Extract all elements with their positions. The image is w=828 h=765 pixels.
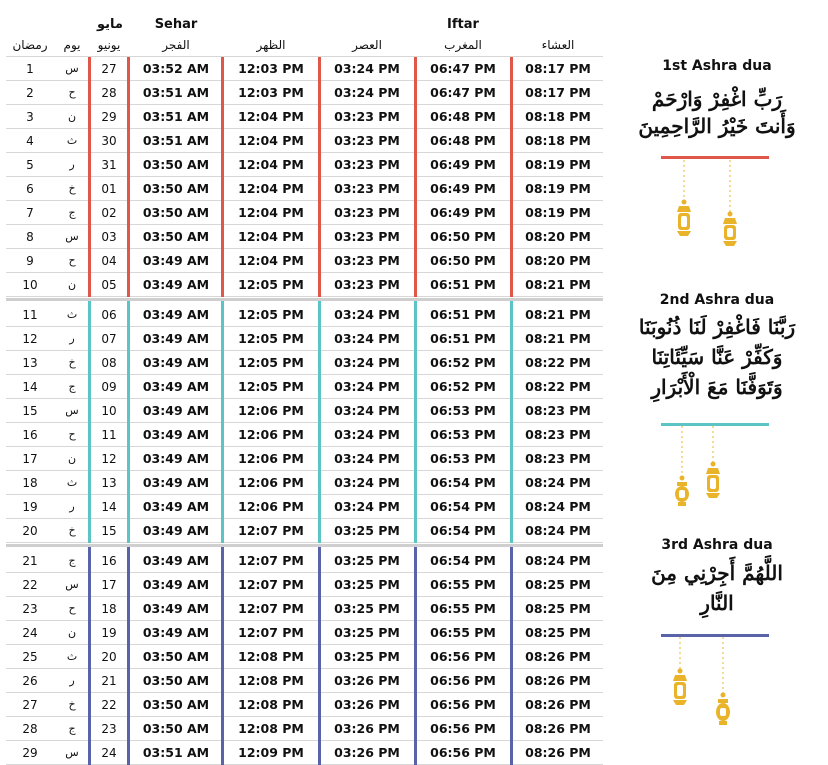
cell-day: خ: [68, 698, 76, 711]
cell-ramadan: 2: [26, 86, 34, 100]
cell-zuhr: 12:05 PM: [238, 355, 304, 370]
cell-day: ج: [68, 554, 76, 567]
cell-maghrib: 06:54 PM: [430, 553, 496, 568]
cell-date: 29: [101, 110, 117, 124]
header-sehar: Sehar: [154, 17, 198, 32]
group-separator: [6, 298, 603, 301]
cell-maghrib: 06:50 PM: [430, 229, 496, 244]
cell-zuhr: 12:08 PM: [238, 673, 304, 688]
cell-asr: 03:24 PM: [334, 355, 400, 370]
cell-day: خ: [68, 524, 76, 537]
ashra1-dua-line2: وَأَنتَ خَيْرُ الرَّاحِمِينَ: [638, 114, 796, 138]
cell-day: س: [65, 62, 79, 75]
cell-date: 28: [101, 86, 117, 100]
cell-isha: 08:17 PM: [525, 61, 591, 76]
cell-asr: 03:25 PM: [334, 577, 400, 592]
header-may: مایو: [97, 17, 123, 32]
cell-ramadan: 19: [22, 500, 38, 514]
ashra2-dua-line1: رَبَّنَا فَاغْفِرْ لَنَا ذُنُوبَنَا: [638, 315, 796, 339]
cell-day: س: [65, 404, 79, 417]
cell-fajr: 03:50 AM: [142, 649, 210, 664]
cell-isha: 08:20 PM: [525, 229, 591, 244]
cell-zuhr: 12:07 PM: [238, 577, 304, 592]
cell-ramadan: 17: [22, 452, 38, 466]
cell-zuhr: 12:07 PM: [238, 601, 304, 616]
cell-date: 27: [101, 62, 117, 76]
cell-zuhr: 12:06 PM: [238, 451, 304, 466]
column-divider: [127, 57, 130, 297]
cell-day: ح: [68, 602, 76, 615]
cell-isha: 08:18 PM: [525, 109, 591, 124]
cell-day: ر: [69, 158, 75, 171]
group-separator: [6, 544, 603, 547]
cell-isha: 08:26 PM: [525, 673, 591, 688]
cell-fajr: 03:52 AM: [142, 61, 210, 76]
cell-maghrib: 06:55 PM: [430, 577, 496, 592]
cell-date: 09: [101, 380, 117, 394]
header-spacer: [318, 14, 321, 57]
cell-isha: 08:24 PM: [525, 475, 591, 490]
column-divider: [88, 547, 91, 765]
cell-date: 30: [101, 134, 117, 148]
cell-date: 06: [101, 308, 117, 322]
cell-day: ج: [68, 380, 76, 393]
cell-day: خ: [68, 356, 76, 369]
cell-isha: 08:21 PM: [525, 307, 591, 322]
cell-maghrib: 06:51 PM: [430, 307, 496, 322]
cell-zuhr: 12:04 PM: [238, 133, 304, 148]
cell-fajr: 03:49 AM: [142, 553, 210, 568]
cell-maghrib: 06:55 PM: [430, 625, 496, 640]
cell-maghrib: 06:49 PM: [430, 205, 496, 220]
cell-date: 03: [101, 230, 117, 244]
cell-asr: 03:24 PM: [334, 379, 400, 394]
cell-ramadan: 26: [22, 674, 38, 688]
cell-fajr: 03:51 AM: [142, 85, 210, 100]
ashra2-title: 2nd Ashra dua: [659, 292, 775, 308]
cell-isha: 08:21 PM: [525, 277, 591, 292]
cell-fajr: 03:49 AM: [142, 451, 210, 466]
cell-fajr: 03:50 AM: [142, 205, 210, 220]
cell-date: 14: [101, 500, 117, 514]
cell-date: 21: [101, 674, 117, 688]
cell-asr: 03:23 PM: [334, 157, 400, 172]
ashra3-dua-line1: اللَّهُمَّ أَجِرْنِي مِنَ: [651, 561, 783, 585]
lantern-icon: [703, 426, 723, 504]
ashra-panel: [606, 0, 828, 764]
cell-fajr: 03:49 AM: [142, 277, 210, 292]
header-rule: [6, 56, 603, 57]
cell-date: 12: [101, 452, 117, 466]
cell-date: 04: [101, 254, 117, 268]
cell-asr: 03:24 PM: [334, 427, 400, 442]
cell-day: س: [65, 746, 79, 759]
cell-asr: 03:26 PM: [334, 745, 400, 760]
cell-date: 24: [101, 746, 117, 760]
cell-fajr: 03:50 AM: [142, 721, 210, 736]
cell-asr: 03:25 PM: [334, 523, 400, 538]
cell-fajr: 03:50 AM: [142, 229, 210, 244]
header-day: یوم: [63, 38, 81, 52]
cell-isha: 08:23 PM: [525, 451, 591, 466]
cell-fajr: 03:50 AM: [142, 157, 210, 172]
header-spacer: [127, 14, 130, 57]
cell-day: ر: [69, 332, 75, 345]
cell-date: 05: [101, 278, 117, 292]
cell-fajr: 03:50 AM: [142, 673, 210, 688]
cell-date: 11: [101, 428, 117, 442]
cell-maghrib: 06:53 PM: [430, 427, 496, 442]
cell-date: 23: [101, 722, 117, 736]
cell-asr: 03:24 PM: [334, 499, 400, 514]
cell-ramadan: 11: [22, 308, 38, 322]
cell-fajr: 03:50 AM: [142, 697, 210, 712]
cell-zuhr: 12:06 PM: [238, 475, 304, 490]
cell-day: ج: [68, 206, 76, 219]
cell-date: 17: [101, 578, 117, 592]
cell-ramadan: 22: [22, 578, 38, 592]
cell-isha: 08:19 PM: [525, 205, 591, 220]
cell-day: ح: [68, 254, 76, 267]
header-iftar: Iftar: [447, 17, 479, 32]
cell-isha: 08:26 PM: [525, 745, 591, 760]
cell-date: 15: [101, 524, 117, 538]
cell-isha: 08:19 PM: [525, 157, 591, 172]
header-ramadan: رمضان: [12, 38, 48, 52]
cell-zuhr: 12:05 PM: [238, 277, 304, 292]
cell-day: ح: [68, 428, 76, 441]
cell-maghrib: 06:48 PM: [430, 133, 496, 148]
cell-zuhr: 12:06 PM: [238, 427, 304, 442]
cell-maghrib: 06:47 PM: [430, 85, 496, 100]
column-divider: [318, 301, 321, 543]
cell-day: ن: [67, 278, 77, 291]
cell-ramadan: 3: [26, 110, 34, 124]
cell-fajr: 03:49 AM: [142, 253, 210, 268]
cell-fajr: 03:49 AM: [142, 601, 210, 616]
cell-asr: 03:23 PM: [334, 133, 400, 148]
lantern-icon: [720, 160, 740, 248]
cell-isha: 08:24 PM: [525, 499, 591, 514]
cell-day: ث: [66, 650, 78, 663]
cell-day: ج: [68, 722, 76, 735]
ashra3-dua-line2: النَّارِ: [700, 591, 734, 615]
cell-isha: 08:19 PM: [525, 181, 591, 196]
cell-isha: 08:26 PM: [525, 697, 591, 712]
header-spacer: [221, 14, 224, 57]
cell-fajr: 03:51 AM: [142, 133, 210, 148]
cell-date: 31: [101, 158, 117, 172]
header-spacer: [414, 14, 417, 57]
cell-isha: 08:23 PM: [525, 403, 591, 418]
cell-day: ن: [67, 626, 77, 639]
cell-asr: 03:24 PM: [334, 307, 400, 322]
cell-fajr: 03:51 AM: [142, 745, 210, 760]
cell-isha: 08:21 PM: [525, 331, 591, 346]
cell-maghrib: 06:56 PM: [430, 697, 496, 712]
column-divider: [318, 57, 321, 297]
cell-ramadan: 5: [26, 158, 34, 172]
cell-fajr: 03:49 AM: [142, 427, 210, 442]
cell-asr: 03:23 PM: [334, 277, 400, 292]
cell-asr: 03:26 PM: [334, 697, 400, 712]
cell-ramadan: 7: [26, 206, 34, 220]
cell-date: 20: [101, 650, 117, 664]
cell-day: ر: [69, 500, 75, 513]
cell-asr: 03:24 PM: [334, 85, 400, 100]
cell-maghrib: 06:54 PM: [430, 475, 496, 490]
column-divider: [88, 57, 91, 297]
cell-ramadan: 13: [22, 356, 38, 370]
header-spacer: [510, 14, 513, 57]
cell-asr: 03:26 PM: [334, 721, 400, 736]
cell-maghrib: 06:51 PM: [430, 277, 496, 292]
cell-date: 08: [101, 356, 117, 370]
cell-isha: 08:25 PM: [525, 601, 591, 616]
cell-isha: 08:26 PM: [525, 649, 591, 664]
cell-ramadan: 1: [26, 62, 34, 76]
cell-zuhr: 12:08 PM: [238, 649, 304, 664]
cell-day: ث: [66, 308, 78, 321]
cell-day: ث: [66, 134, 78, 147]
cell-date: 02: [101, 206, 117, 220]
row-rule: [6, 296, 603, 297]
cell-asr: 03:25 PM: [334, 601, 400, 616]
cell-asr: 03:24 PM: [334, 403, 400, 418]
cell-fajr: 03:50 AM: [142, 181, 210, 196]
cell-ramadan: 21: [22, 554, 38, 568]
cell-isha: 08:18 PM: [525, 133, 591, 148]
cell-maghrib: 06:49 PM: [430, 181, 496, 196]
cell-maghrib: 06:48 PM: [430, 109, 496, 124]
cell-date: 07: [101, 332, 117, 346]
cell-day: ر: [69, 674, 75, 687]
column-divider: [318, 547, 321, 765]
cell-fajr: 03:51 AM: [142, 109, 210, 124]
cell-maghrib: 06:53 PM: [430, 451, 496, 466]
cell-maghrib: 06:54 PM: [430, 499, 496, 514]
cell-asr: 03:24 PM: [334, 61, 400, 76]
cell-fajr: 03:49 AM: [142, 577, 210, 592]
cell-fajr: 03:49 AM: [142, 523, 210, 538]
cell-asr: 03:25 PM: [334, 625, 400, 640]
cell-ramadan: 16: [22, 428, 38, 442]
cell-fajr: 03:49 AM: [142, 625, 210, 640]
cell-maghrib: 06:53 PM: [430, 403, 496, 418]
cell-day: خ: [68, 182, 76, 195]
cell-ramadan: 4: [26, 134, 34, 148]
cell-isha: 08:17 PM: [525, 85, 591, 100]
cell-ramadan: 12: [22, 332, 38, 346]
header-spacer: [88, 14, 91, 57]
lantern-icon: [670, 637, 690, 711]
cell-zuhr: 12:05 PM: [238, 331, 304, 346]
cell-day: ث: [66, 476, 78, 489]
column-divider: [414, 57, 417, 297]
cell-fajr: 03:49 AM: [142, 331, 210, 346]
cell-ramadan: 9: [26, 254, 34, 268]
cell-maghrib: 06:56 PM: [430, 649, 496, 664]
cell-maghrib: 06:55 PM: [430, 601, 496, 616]
cell-asr: 03:25 PM: [334, 553, 400, 568]
cell-zuhr: 12:04 PM: [238, 181, 304, 196]
cell-day: ن: [67, 110, 77, 123]
header-maghrib: المغرب: [444, 38, 482, 52]
cell-asr: 03:24 PM: [334, 451, 400, 466]
cell-date: 19: [101, 626, 117, 640]
cell-zuhr: 12:03 PM: [238, 85, 304, 100]
cell-asr: 03:23 PM: [334, 229, 400, 244]
cell-isha: 08:22 PM: [525, 379, 591, 394]
cell-fajr: 03:49 AM: [142, 403, 210, 418]
column-divider: [221, 57, 224, 297]
cell-fajr: 03:49 AM: [142, 379, 210, 394]
cell-isha: 08:24 PM: [525, 553, 591, 568]
header-asr: العصر: [352, 38, 382, 52]
column-divider: [414, 301, 417, 543]
cell-zuhr: 12:04 PM: [238, 229, 304, 244]
header-zuhr: الظهر: [256, 38, 286, 52]
cell-fajr: 03:49 AM: [142, 307, 210, 322]
cell-zuhr: 12:06 PM: [238, 499, 304, 514]
column-divider: [127, 301, 130, 543]
cell-zuhr: 12:04 PM: [238, 205, 304, 220]
cell-zuhr: 12:04 PM: [238, 109, 304, 124]
cell-maghrib: 06:49 PM: [430, 157, 496, 172]
cell-maghrib: 06:51 PM: [430, 331, 496, 346]
column-divider: [414, 547, 417, 765]
cell-date: 01: [101, 182, 117, 196]
ashra1-dua-line1: رَبِّ اغْفِرْ وَارْحَمْ: [651, 87, 783, 111]
lantern-icon: [713, 637, 733, 729]
ashra1-title: 1st Ashra dua: [662, 58, 772, 74]
cell-asr: 03:24 PM: [334, 331, 400, 346]
column-divider: [221, 301, 224, 543]
header-fajr: الفجر: [162, 38, 190, 52]
ashra2-dua-line3: وَتَوَفَّنَا مَعَ الْأَبْرَارِ: [651, 375, 783, 399]
column-divider: [88, 301, 91, 543]
cell-date: 16: [101, 554, 117, 568]
cell-isha: 08:26 PM: [525, 721, 591, 736]
cell-date: 18: [101, 602, 117, 616]
header-june: یونیو: [97, 38, 121, 52]
cell-asr: 03:23 PM: [334, 109, 400, 124]
cell-zuhr: 12:09 PM: [238, 745, 304, 760]
cell-ramadan: 23: [22, 602, 38, 616]
cell-ramadan: 15: [22, 404, 38, 418]
cell-fajr: 03:49 AM: [142, 355, 210, 370]
cell-isha: 08:24 PM: [525, 523, 591, 538]
cell-maghrib: 06:50 PM: [430, 253, 496, 268]
cell-asr: 03:26 PM: [334, 673, 400, 688]
cell-maghrib: 06:52 PM: [430, 379, 496, 394]
cell-ramadan: 20: [22, 524, 38, 538]
cell-zuhr: 12:03 PM: [238, 61, 304, 76]
cell-zuhr: 12:07 PM: [238, 553, 304, 568]
cell-zuhr: 12:06 PM: [238, 403, 304, 418]
cell-maghrib: 06:54 PM: [430, 523, 496, 538]
cell-ramadan: 18: [22, 476, 38, 490]
column-divider: [221, 547, 224, 765]
cell-fajr: 03:49 AM: [142, 475, 210, 490]
cell-isha: 08:22 PM: [525, 355, 591, 370]
cell-isha: 08:25 PM: [525, 577, 591, 592]
cell-ramadan: 29: [22, 746, 38, 760]
header-isha: العشاء: [541, 38, 575, 52]
cell-maghrib: 06:56 PM: [430, 673, 496, 688]
cell-ramadan: 25: [22, 650, 38, 664]
cell-isha: 08:20 PM: [525, 253, 591, 268]
cell-zuhr: 12:05 PM: [238, 379, 304, 394]
cell-maghrib: 06:56 PM: [430, 745, 496, 760]
cell-ramadan: 8: [26, 230, 34, 244]
cell-date: 10: [101, 404, 117, 418]
cell-zuhr: 12:07 PM: [238, 523, 304, 538]
lantern-icon: [674, 160, 694, 240]
cell-ramadan: 27: [22, 698, 38, 712]
row-rule: [6, 542, 603, 543]
cell-fajr: 03:49 AM: [142, 499, 210, 514]
cell-zuhr: 12:04 PM: [238, 253, 304, 268]
cell-isha: 08:23 PM: [525, 427, 591, 442]
cell-asr: 03:23 PM: [334, 205, 400, 220]
cell-asr: 03:23 PM: [334, 181, 400, 196]
cell-day: س: [65, 230, 79, 243]
ashra2-dua-line2: وَكَفِّرْ عَنَّا سَيِّئَاتِنَا: [651, 345, 783, 369]
cell-ramadan: 14: [22, 380, 38, 394]
cell-ramadan: 10: [22, 278, 38, 292]
cell-zuhr: 12:04 PM: [238, 157, 304, 172]
column-divider: [127, 547, 130, 765]
cell-ramadan: 24: [22, 626, 38, 640]
cell-ramadan: 6: [26, 182, 34, 196]
cell-zuhr: 12:07 PM: [238, 625, 304, 640]
cell-ramadan: 28: [22, 722, 38, 736]
cell-day: س: [65, 578, 79, 591]
cell-date: 13: [101, 476, 117, 490]
lantern-icon: [672, 426, 692, 508]
cell-day: ن: [67, 452, 77, 465]
cell-asr: 03:23 PM: [334, 253, 400, 268]
column-divider: [510, 547, 513, 765]
cell-zuhr: 12:08 PM: [238, 697, 304, 712]
cell-asr: 03:25 PM: [334, 649, 400, 664]
ashra3-title: 3rd Ashra dua: [661, 537, 773, 553]
cell-day: ح: [68, 86, 76, 99]
cell-maghrib: 06:47 PM: [430, 61, 496, 76]
cell-maghrib: 06:52 PM: [430, 355, 496, 370]
column-divider: [510, 301, 513, 543]
cell-date: 22: [101, 698, 117, 712]
cell-asr: 03:24 PM: [334, 475, 400, 490]
ashra1-divider: [661, 156, 769, 159]
cell-zuhr: 12:08 PM: [238, 721, 304, 736]
cell-maghrib: 06:56 PM: [430, 721, 496, 736]
cell-isha: 08:25 PM: [525, 625, 591, 640]
cell-zuhr: 12:05 PM: [238, 307, 304, 322]
column-divider: [510, 57, 513, 297]
